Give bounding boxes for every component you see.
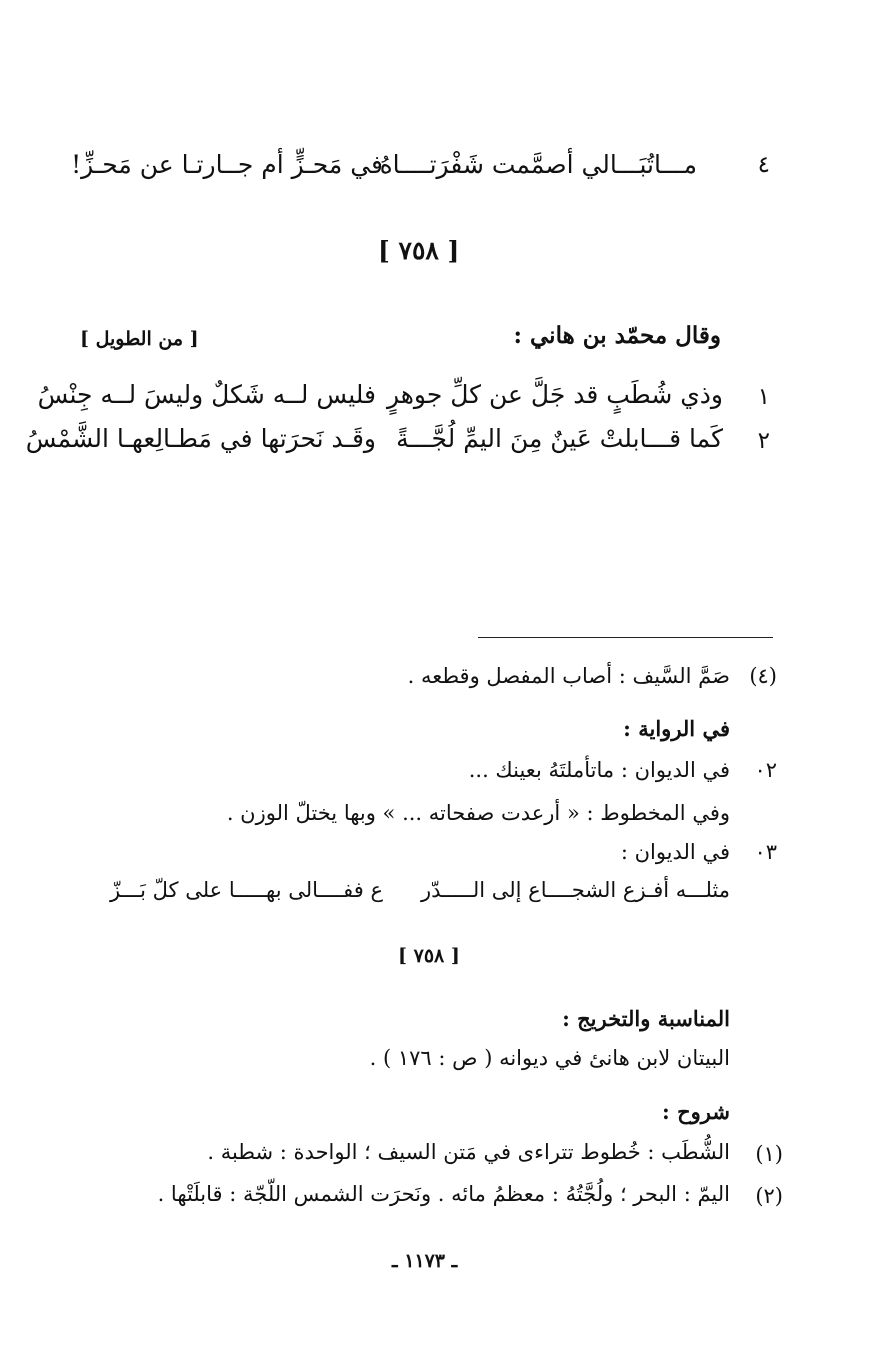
verse-2-number: ٢	[757, 428, 770, 454]
top-verse-hemistich-2: في مَحـزٍّ أم جــارتـا عن مَحـزِّ!	[71, 150, 383, 179]
riwaya-3-number: ٠٣	[754, 840, 777, 864]
riwaya-3-verse-hemistich-2: ع ففــــالى بهـــــا على كلّ بَـــزّ	[110, 878, 383, 902]
footnote-divider	[478, 637, 773, 638]
sharh-1-number: (١)	[755, 1142, 783, 1166]
footnote-4-text: صَمَّ السَّيف : أصاب المفصل وقطعه .	[407, 664, 730, 688]
verse-1-number: ١	[757, 384, 770, 410]
riwaya-2-number: ٠٢	[754, 758, 777, 782]
sharh-2-number: (٢)	[755, 1184, 783, 1208]
munasaba-heading: المناسبة والتخريج :	[562, 1006, 730, 1031]
riwaya-2-text: في الديوان : ماتأملتَهُ بعينك ...	[468, 758, 730, 782]
riwaya-heading: في الرواية :	[623, 716, 730, 741]
page-number: ـ ١١٧٣ ـ	[392, 1250, 458, 1272]
poem-meter: [ من الطويل ]	[80, 328, 199, 350]
verse-2-hemistich-1: كَما قـــابلتْ عَينٌ مِنَ اليمِّ لُجَّـــةً	[396, 424, 723, 453]
munasaba-text: البيتان لابن هانئ في ديوانه ( ص : ١٧٦ ) .	[369, 1046, 730, 1070]
shuruh-heading: شروح :	[662, 1099, 730, 1124]
verse-1-hemistich-2: فليس لــه شَكلٌ وليسَ لــه جِنْسُ	[37, 380, 376, 409]
riwaya-3-text: في الديوان :	[620, 840, 730, 864]
poem-number-heading: [ ٧٥٨ ]	[378, 236, 460, 265]
poem-intro: وقال محمّد بن هاني :	[513, 322, 721, 349]
poem-number-notes: [ ٧٥٨ ]	[398, 945, 460, 967]
sharh-1-text: الشُّطَب : خُطوط تتراءى في مَتن السيف ؛ الواحدة : شطبة .	[207, 1140, 730, 1164]
riwaya-3-verse-hemistich-1: مثلـــه أفـزع الشجــــاع إلى الـــــدّر	[420, 878, 730, 902]
riwaya-2-manuscript: وفي المخطوط : « أرعدت صفحاته ... » وبها يختلّ الوزن .	[226, 801, 730, 825]
verse-2-hemistich-2: وقَـد نَحرَتها في مَطـالِعهـا الشَّمْسُ	[25, 424, 376, 453]
top-verse-number: ٤	[757, 152, 770, 178]
verse-1-hemistich-1: وذي شُطَبٍ قد جَلَّ عن كلِّ جوهرٍ	[386, 380, 723, 409]
top-verse-hemistich-1: مـــاتُبَـــالي أصمَّمت شَفْرَتــــاهُ	[379, 150, 697, 179]
sharh-2-text: اليمّ : البحر ؛ ولُجَّتُهُ : معظمُ مائه . ونَحرَت الشمس اللّجّة : قابلَتْها .	[157, 1182, 730, 1206]
footnote-4-number: (٤)	[749, 664, 777, 688]
